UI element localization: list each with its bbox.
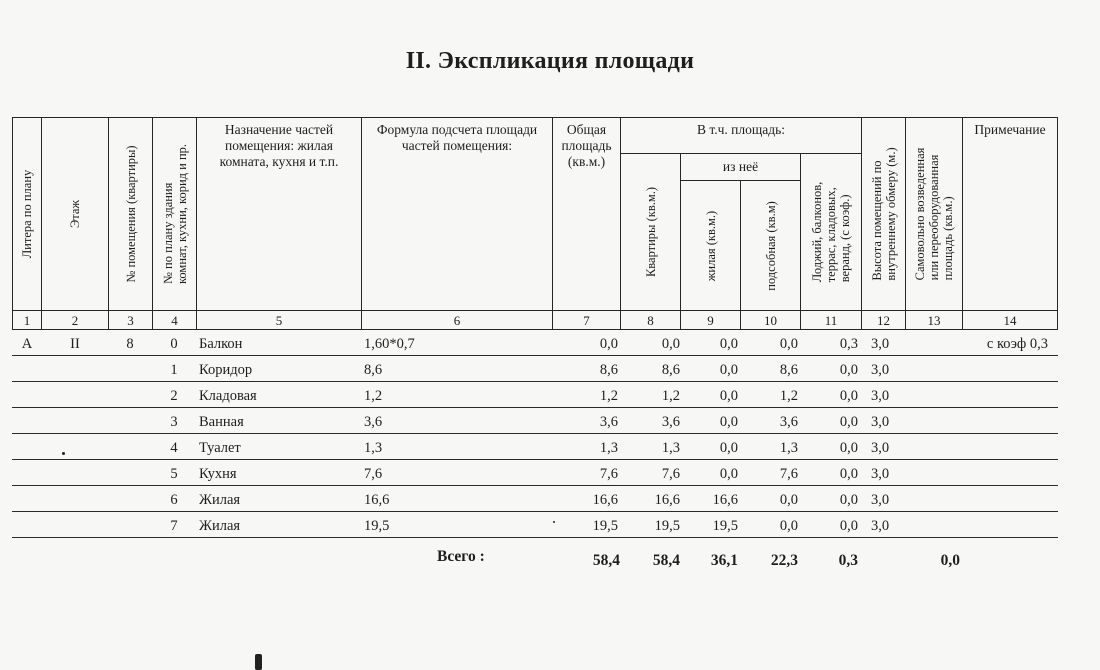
cell-room-no: 4 (170, 440, 178, 456)
cell-loggia-area: 0,0 (839, 492, 858, 508)
cell-total-area: 16,6 (592, 492, 618, 508)
header-litera-label: Литера по плану (20, 169, 34, 259)
cell-loggia-area: 0,0 (839, 388, 858, 404)
column-number: 12 (861, 310, 906, 330)
row-divider (12, 355, 1058, 356)
row-divider (12, 407, 1058, 408)
header-apartment-area (620, 153, 681, 311)
scan-speck (62, 452, 65, 455)
cell-height: 3,0 (871, 440, 890, 456)
cell-height: 3,0 (871, 336, 890, 352)
cell-room-no: 7 (170, 518, 178, 534)
header-litera (12, 117, 42, 311)
cell-living-area: 16,6 (712, 492, 738, 508)
header-height-label (870, 147, 898, 280)
cell-apartment-area: 8,6 (661, 362, 680, 378)
header-note: Примечание (962, 117, 1058, 311)
column-number: 5 (196, 310, 362, 330)
cell-room-name: Туалет (199, 440, 241, 456)
column-number: 13 (905, 310, 963, 330)
column-number: 2 (41, 310, 109, 330)
cell-total-area: 19,5 (592, 518, 618, 534)
scan-speck (553, 521, 555, 523)
column-number: 1 (12, 310, 42, 330)
header-living-area-label: жилая (кв.м.) (703, 210, 718, 281)
cell-loggia-area: 0,0 (839, 518, 858, 534)
cell-formula: 1,60*0,7 (364, 336, 415, 352)
cell-apartment-no: 8 (126, 336, 134, 352)
cell-living-area: 0,0 (719, 336, 738, 352)
cell-apartment-area: 19,5 (654, 518, 680, 534)
cell-note: с коэф 0,3 (986, 336, 1048, 352)
column-number: 3 (108, 310, 153, 330)
cell-total-area: 1,2 (599, 388, 618, 404)
cell-litera: А (21, 336, 33, 352)
header-room-no-line2: комнат, кухни, корид и пр. (174, 143, 189, 285)
cell-apartment-area: 0,0 (661, 336, 680, 352)
header-room-no (152, 117, 197, 311)
cell-height: 3,0 (871, 388, 890, 404)
totals-total: 58,4 (592, 552, 620, 569)
totals-loggia: 0,3 (838, 552, 858, 569)
header-room-no-label (161, 144, 189, 284)
header-floor (41, 117, 109, 311)
header-height-line1: Высота помещений по (869, 160, 884, 281)
cell-living-area: 0,0 (719, 388, 738, 404)
cell-total-area: 3,6 (599, 414, 618, 430)
cell-room-no: 1 (170, 362, 178, 378)
cell-apartment-area: 1,2 (661, 388, 680, 404)
header-floor-label: Этаж (68, 199, 82, 229)
column-number: 10 (740, 310, 801, 330)
header-loggia-area-label (810, 182, 852, 283)
cell-room-name: Жилая (199, 492, 241, 508)
cell-living-area: 0,0 (719, 466, 738, 482)
header-unauthorized-line3: площадь (кв.м.) (941, 196, 955, 281)
cell-apartment-area: 7,6 (661, 466, 680, 482)
cell-living-area: 0,0 (719, 362, 738, 378)
cell-room-no: 0 (170, 336, 178, 352)
cell-total-area: 8,6 (599, 362, 618, 378)
header-unauthorized-line1: Самовольно возведенная (913, 147, 927, 281)
column-number: 4 (152, 310, 197, 330)
cell-room-no: 2 (170, 388, 178, 404)
column-number: 9 (680, 310, 741, 330)
header-formula: Формула подсчета площади частей помещения: (361, 117, 553, 311)
cell-formula: 1,2 (364, 388, 383, 404)
row-divider (12, 433, 1058, 434)
cell-apartment-area: 16,6 (654, 492, 680, 508)
cell-aux-area: 0,0 (779, 336, 798, 352)
cell-height: 3,0 (871, 414, 890, 430)
cell-room-name: Ванная (199, 414, 244, 430)
header-loggia-line1: Лоджий, балконов, (810, 181, 824, 283)
cell-total-area: 1,3 (599, 440, 618, 456)
cell-formula: 3,6 (364, 414, 383, 430)
cell-room-no: 6 (170, 492, 178, 508)
totals-label: Всего : (437, 548, 485, 565)
column-number: 14 (962, 310, 1058, 330)
column-number: 8 (620, 310, 681, 330)
cell-room-name: Коридор (199, 362, 253, 378)
column-number: 7 (552, 310, 621, 330)
cell-height: 3,0 (871, 518, 890, 534)
cell-height: 3,0 (871, 492, 890, 508)
cell-aux-area: 1,3 (779, 440, 798, 456)
header-loggia-line3: веранд, (с коэф.) (838, 194, 852, 283)
cell-formula: 19,5 (364, 518, 390, 534)
row-divider (12, 381, 1058, 382)
cell-living-area: 19,5 (712, 518, 738, 534)
cell-apartment-area: 1,3 (661, 440, 680, 456)
cell-room-name: Кладовая (199, 388, 257, 404)
cell-loggia-area: 0,0 (839, 362, 858, 378)
cell-loggia-area: 0,3 (839, 336, 858, 352)
cell-formula: 1,3 (364, 440, 383, 456)
cell-loggia-area: 0,0 (839, 440, 858, 456)
cell-apartment-area: 3,6 (661, 414, 680, 430)
cell-total-area: 0,0 (599, 336, 618, 352)
cell-aux-area: 0,0 (779, 518, 798, 534)
header-apartment-no (108, 117, 153, 311)
totals-unauthorized: 0,0 (940, 552, 960, 569)
header-height (861, 117, 906, 311)
header-height-line2: внутреннему обмеру (м.) (883, 147, 898, 281)
header-apartment-area-label: Квартиры (кв.м.) (643, 186, 658, 278)
header-apartment-no-label: № помещения (квартиры) (123, 145, 138, 283)
cell-aux-area: 0,0 (779, 492, 798, 508)
header-total-area: Общая площадь (кв.м.) (552, 117, 621, 311)
column-number: 6 (361, 310, 553, 330)
header-purpose: Назначение частей помещения: жилая комната, кухня и т.п. (196, 117, 362, 311)
header-group: В т.ч. площадь: (620, 117, 862, 154)
cell-aux-area: 3,6 (779, 414, 798, 430)
cell-height: 3,0 (871, 362, 890, 378)
row-divider (12, 459, 1058, 460)
cell-living-area: 0,0 (719, 440, 738, 456)
header-subgroup: из неё (680, 153, 801, 181)
header-unauthorized-label (913, 148, 955, 281)
cell-loggia-area: 0,0 (839, 414, 858, 430)
row-divider (12, 485, 1058, 486)
cell-room-name: Жилая (199, 518, 241, 534)
cell-formula: 16,6 (364, 492, 390, 508)
cell-aux-area: 1,2 (779, 388, 798, 404)
header-loggia-line2: террас, кладовых, (824, 187, 838, 283)
page-title: II. Экспликация площади (405, 48, 695, 74)
header-aux-area-label: подсобная (кв.м) (763, 200, 778, 291)
cell-formula: 7,6 (364, 466, 383, 482)
cell-room-no: 5 (170, 466, 178, 482)
header-unauthorized (905, 117, 963, 311)
cell-height: 3,0 (871, 466, 890, 482)
cell-room-name: Балкон (199, 336, 243, 352)
totals-living: 36,1 (710, 552, 738, 569)
scan-mark (255, 654, 262, 670)
cell-living-area: 0,0 (719, 414, 738, 430)
cell-total-area: 7,6 (599, 466, 618, 482)
cell-loggia-area: 0,0 (839, 466, 858, 482)
header-room-no-line1: № по плану здания (160, 182, 175, 285)
header-unauthorized-line2: или переоборудованная (927, 154, 941, 281)
header-aux-area (740, 180, 801, 311)
totals-apartment: 58,4 (652, 552, 680, 569)
cell-formula: 8,6 (364, 362, 383, 378)
cell-floor: II (70, 336, 80, 352)
cell-aux-area: 8,6 (779, 362, 798, 378)
cell-room-name: Кухня (199, 466, 237, 482)
cell-aux-area: 7,6 (779, 466, 798, 482)
column-number: 11 (800, 310, 862, 330)
row-divider (12, 511, 1058, 512)
cell-room-no: 3 (170, 414, 178, 430)
totals-aux: 22,3 (770, 552, 798, 569)
header-loggia-area (800, 153, 862, 311)
header-living-area (680, 180, 741, 311)
row-divider (12, 537, 1058, 538)
